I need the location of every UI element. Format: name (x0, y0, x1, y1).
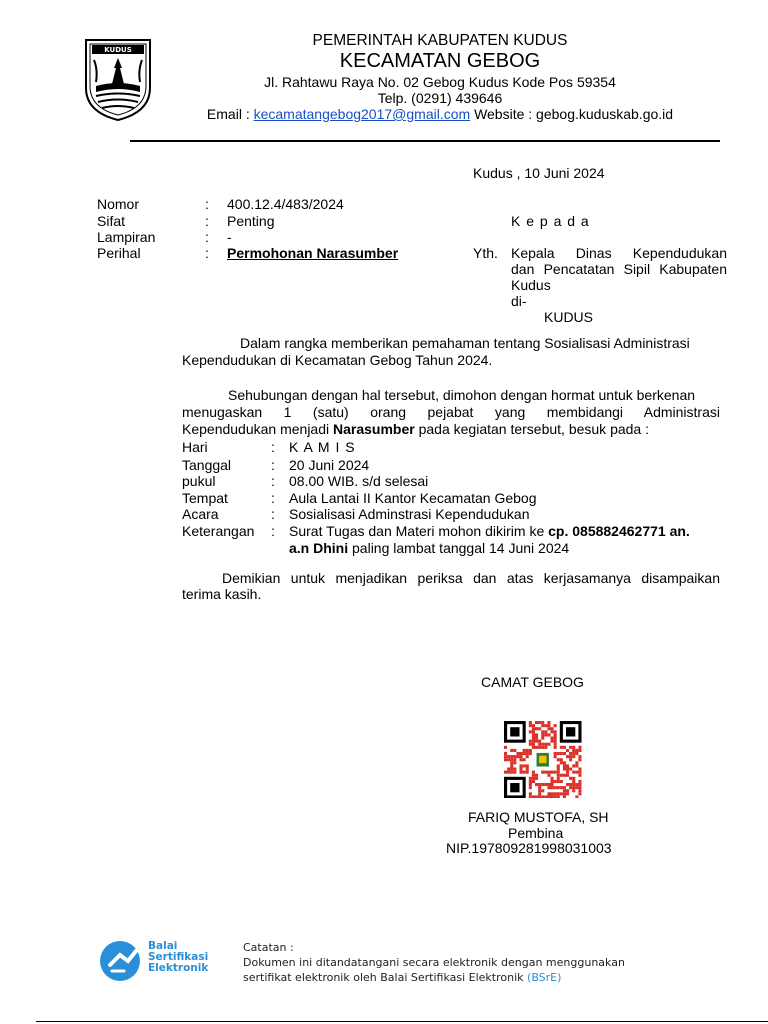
paragraph-1-line-2: Kependudukan di Kecamatan Gebog Tahun 2024. (182, 352, 493, 368)
detail-label: Tempat (182, 490, 228, 506)
recipient-city: KUDUS (544, 309, 594, 325)
detail-label: pukul (182, 473, 216, 489)
letterhead-office: KECAMATAN GEBOG (339, 50, 541, 72)
letterhead-contact (140, 106, 740, 122)
recipient-line: di- (511, 293, 527, 309)
letterhead-government: PEMERINTAH KABUPATEN KUDUS (312, 32, 568, 49)
detail-value: 08.00 WIB. s/d selesai (289, 473, 429, 489)
detail-label: Keterangan (182, 523, 255, 539)
meta-colon: : (205, 229, 209, 245)
paragraph-2-line-3 (182, 421, 649, 437)
note-line: Dokumen ini ditandatangani secara elektronik dengan menggunakan (243, 956, 625, 969)
detail-colon: : (271, 439, 275, 455)
recipient-block (511, 245, 727, 325)
yth-label: Yth. (473, 245, 498, 261)
header-divider (130, 140, 720, 142)
text-run: Surat Tugas dan Materi mohon dikirim ke (289, 523, 549, 539)
detail-label: Hari (182, 439, 208, 455)
letterhead-address: Jl. Rahtawu Raya No. 02 Gebog Kudus Kode Pos 59354 (264, 74, 616, 90)
meta-value: 400.12.4/483/2024 (227, 196, 344, 212)
signatory-rank: Pembina (508, 825, 564, 841)
signatory-title: CAMAT GEBOG (481, 674, 584, 690)
detail-label: Acara (182, 506, 219, 522)
meta-colon: : (205, 213, 209, 229)
closing-line: Demikian untuk menjadikan periksa dan atas kerjasamanya disampaikan (222, 570, 720, 586)
bsre-logo (98, 939, 228, 983)
bsre-logo-line: Elektronik (148, 962, 209, 974)
detail-value: Aula Lantai II Kantor Kecamatan Gebog (289, 490, 537, 506)
paragraph-2-line-1: Sehubungan dengan hal tersebut, dimohon dengan hormat untuk berkenan (228, 387, 696, 403)
bsre-logo-line: Balai (148, 940, 178, 952)
email-label: Email : (206, 106, 250, 122)
paragraph-2-line-2: menugaskan 1 (satu) orang pejabat yang membidangi Administrasi (182, 404, 720, 420)
text-run: sertifikat elektronik oleh Balai Sertifikasi Elektronik (243, 971, 528, 984)
detail-colon: : (271, 457, 275, 473)
subject-value: Permohonan Narasumber (227, 245, 399, 261)
narasumber-bold: Narasumber (333, 421, 415, 437)
recipient-line: Kepala Dinas Kependudukan (511, 245, 727, 261)
closing-paragraph (182, 570, 720, 602)
text-run: Kependudukan menjadi (182, 421, 334, 437)
meta-value: Penting (227, 213, 275, 229)
closing-line: terima kasih. (182, 586, 262, 602)
recipient-line: dan Pencatatan Sipil Kabupaten (511, 261, 727, 277)
logo-lettering: KUDUS (104, 46, 132, 54)
bsre-abbrev: (BSrE) (527, 971, 562, 984)
contact-name-bold: a.n Dhini (289, 540, 349, 556)
email-link[interactable]: kecamatangebog2017@gmail.com (253, 106, 471, 122)
detail-value (289, 540, 569, 556)
bsre-emblem-icon (98, 939, 148, 983)
meta-label: Nomor (97, 196, 140, 212)
kepada-label: K e p a d a (511, 213, 590, 229)
detail-value: 20 Juni 2024 (289, 457, 370, 473)
catatan-label: Catatan : (243, 941, 294, 954)
qr-code (503, 720, 583, 798)
detail-colon: : (271, 490, 275, 506)
bsre-logo-line: Sertifikasi (148, 951, 209, 963)
meta-label: Lampiran (97, 229, 156, 245)
meta-value: - (227, 229, 232, 245)
detail-value: K A M I S (289, 439, 356, 455)
footer-rule (36, 1021, 768, 1022)
footer-note (243, 940, 625, 985)
detail-colon: : (271, 473, 275, 489)
meta-colon: : (205, 245, 209, 261)
meta-label: Sifat (97, 213, 126, 229)
detail-value (289, 523, 690, 539)
meta-label: Perihal (97, 245, 141, 261)
paragraph-1-line-1: Dalam rangka memberikan pemahaman tentang Sosialisasi Administrasi (240, 335, 690, 351)
website-text: Website : gebog.kuduskab.go.id (474, 106, 674, 122)
recipient-line: Kudus (511, 277, 551, 293)
note-line (243, 970, 625, 985)
detail-colon: : (271, 523, 275, 539)
letterhead-phone: Telp. (0291) 439646 (377, 90, 503, 106)
signatory-name: FARIQ MUSTOFA, SH (468, 809, 609, 825)
date-place: Kudus , 10 Juni 2024 (473, 165, 605, 181)
meta-colon: : (205, 196, 209, 212)
text-run: pada kegiatan tersebut, besuk pada : (414, 421, 649, 437)
contact-bold: cp. 085882462771 an. (548, 523, 690, 539)
signatory-nip: NIP.197809281998031003 (446, 840, 612, 856)
detail-value: Sosialisasi Adminstrasi Kependudukan (289, 506, 530, 522)
text-run: paling lambat tanggal 14 Juni 2024 (348, 540, 570, 556)
detail-label: Tanggal (182, 457, 232, 473)
detail-colon: : (271, 506, 275, 522)
